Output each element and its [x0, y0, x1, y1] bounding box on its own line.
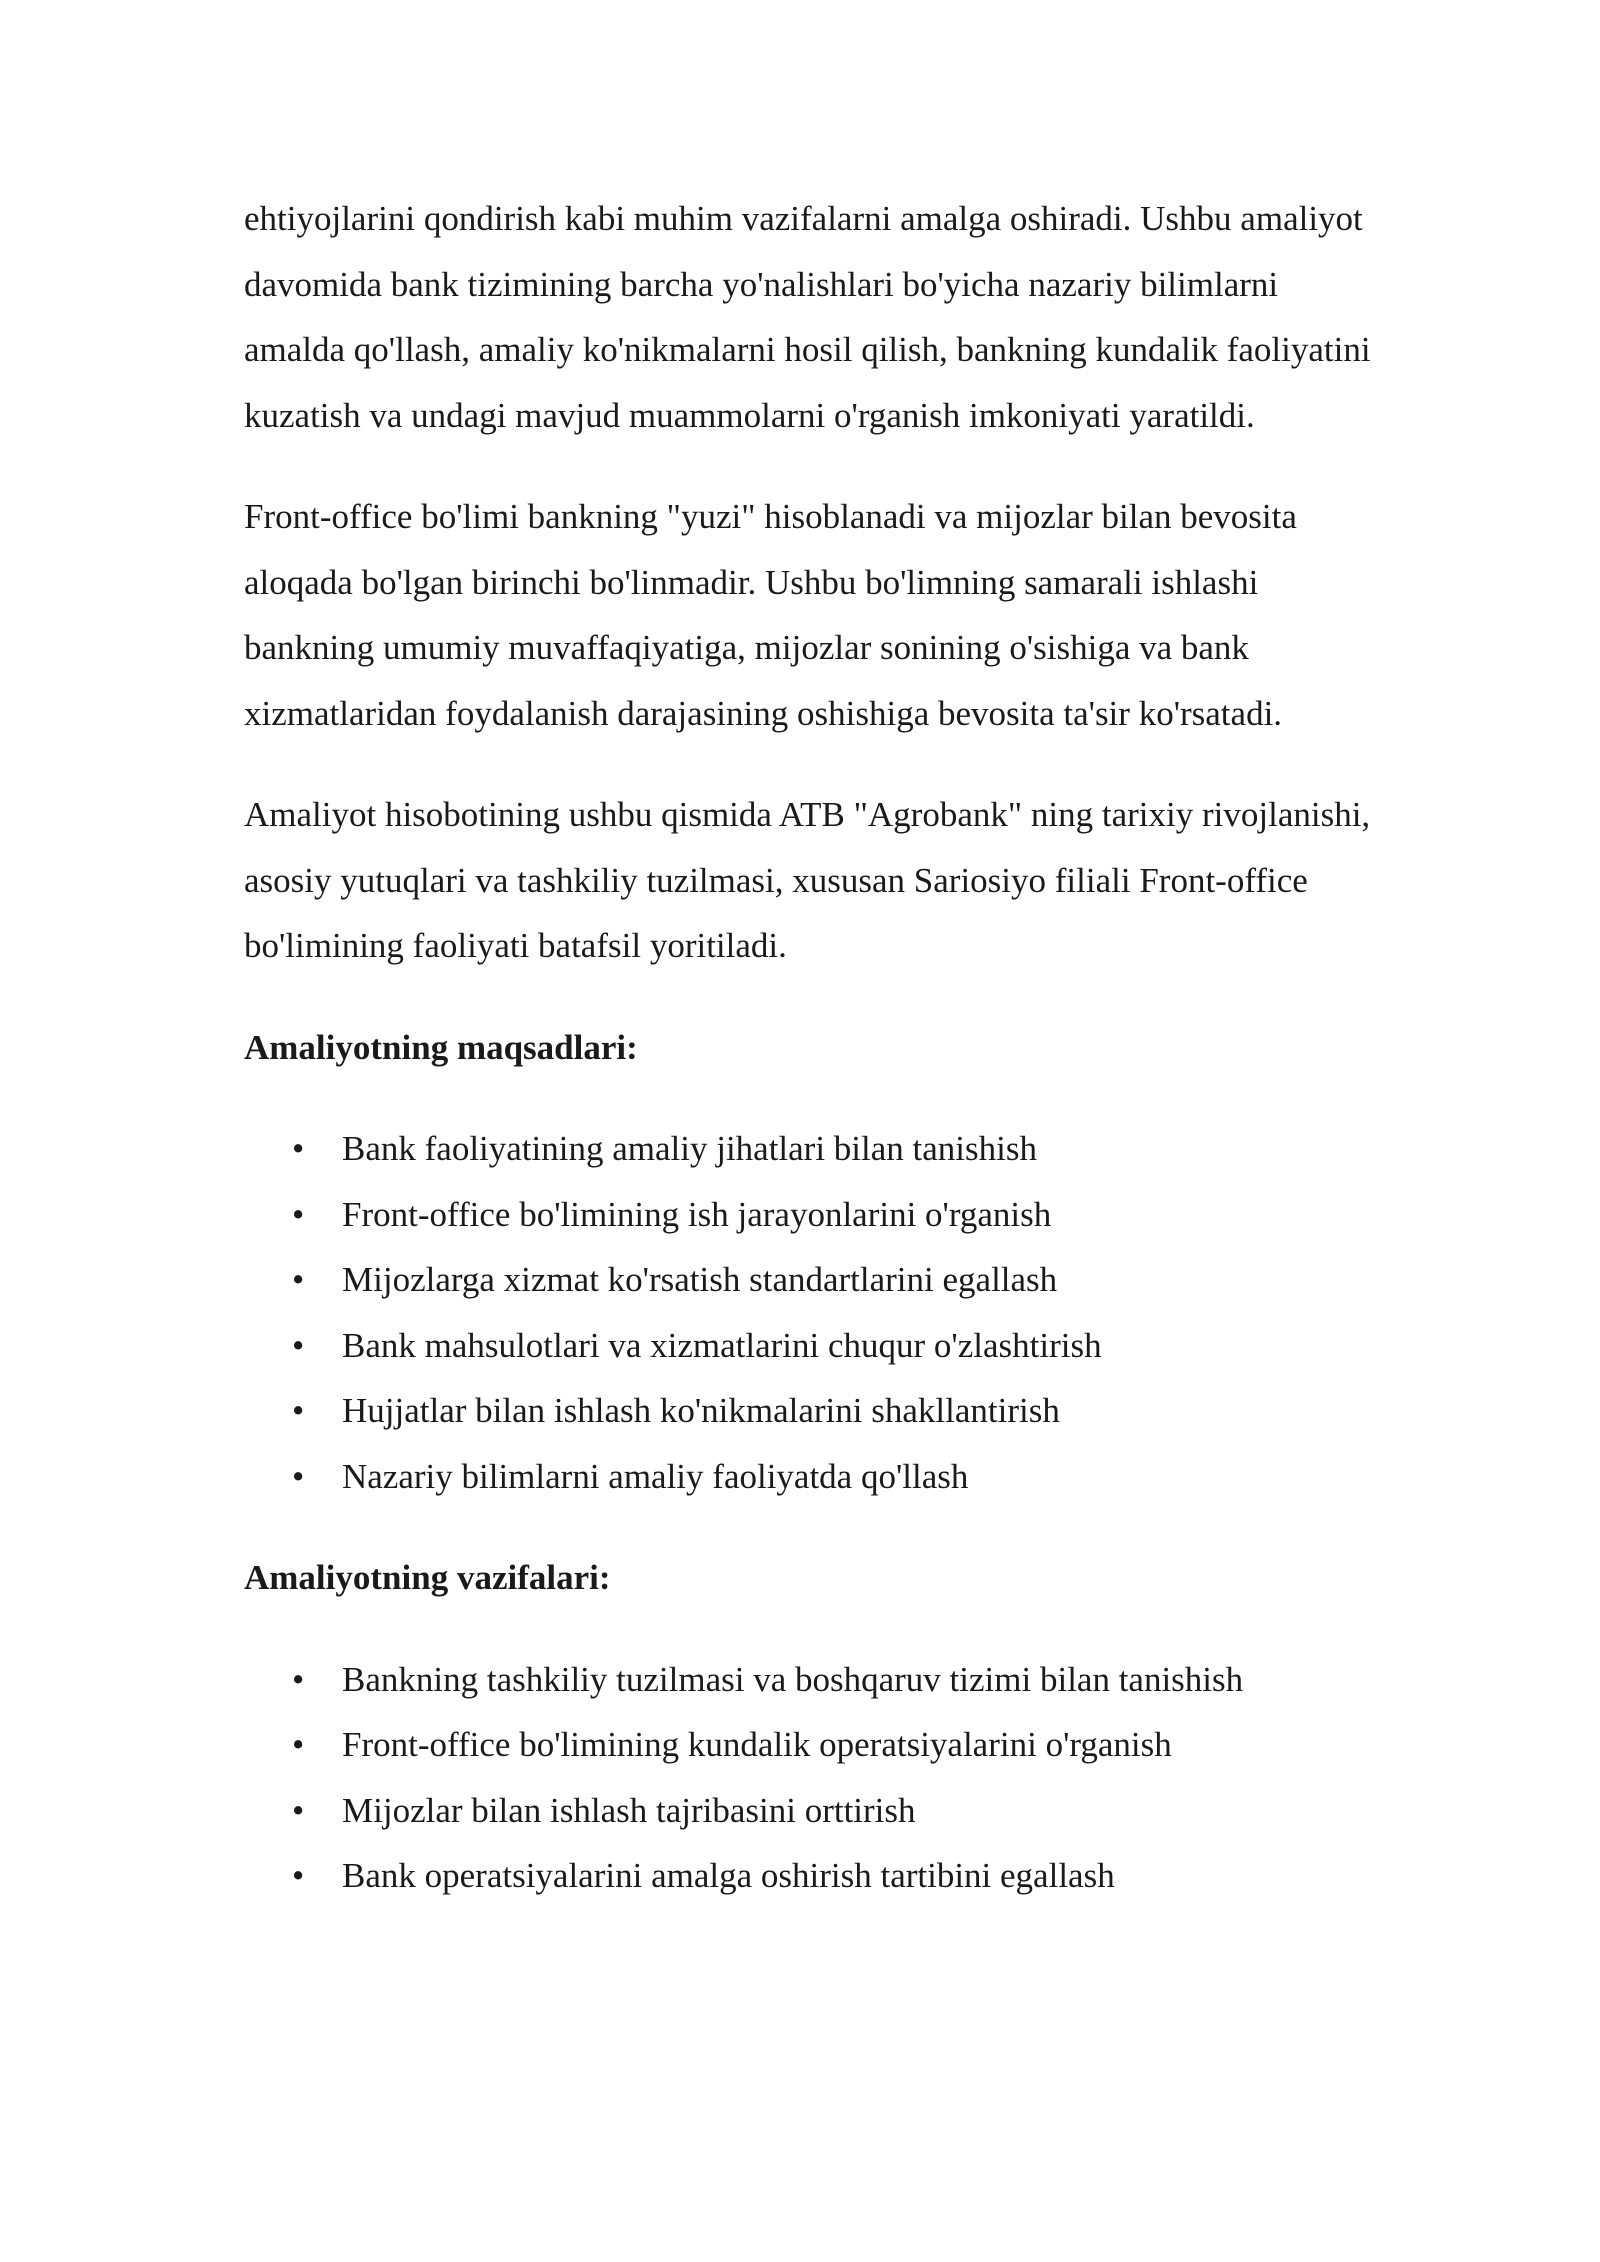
- bullet-icon: •: [292, 1391, 305, 1430]
- list-item-text: Mijozlar bilan ishlash tajribasini orttirish: [342, 1790, 916, 1830]
- list-item-text: Bank mahsulotlari va xizmatlarini chuqur o'zlashtirish: [342, 1325, 1102, 1365]
- list-item-text: Nazariy bilimlarni amaliy faoliyatda qo'llash: [342, 1456, 969, 1496]
- paragraph-report-scope: Amaliyot hisobotining ushbu qismida ATB "Agrobank" ning tarixiy rivojlanishi, asosiy yutuqlari va tashkiliy tuzilmasi, xususan Sariosiyo filiali Front-office bo'limining faoliyati batafsil yoritiladi.: [244, 795, 1371, 965]
- paragraph-front-office: Front-office bo'limi bankning "yuzi" hisoblanadi va mijozlar bilan bevosita aloqada bo'lgan birinchi bo'linmadir. Ushbu bo'limning samarali ishlashi bankning umumiy muvaffaqiyatiga, mijozlar sonining o'sishiga va bank xizmatlaridan foydalanish darajasining oshishiga bevosita ta'sir ko'rsatadi.: [244, 497, 1297, 733]
- bullet-icon: •: [292, 1856, 305, 1895]
- bullet-icon: •: [292, 1194, 305, 1234]
- goals-list: [244, 1116, 1374, 1509]
- list-item: [244, 1778, 1374, 1844]
- list-item: [244, 1843, 1374, 1909]
- tasks-heading: Amaliyotning vazifalari:: [244, 1558, 611, 1597]
- paragraph-intro: ehtiyojlarini qondirish kabi muhim vazifalarni amalga oshiradi. Ushbu amaliyot davomida bank tizimining barcha yo'nalishlari bo'yicha nazariy bilimlarni amalda qo'llash, amaliy ko'nikmalarni hosil qilish, bankning kundalik faoliyatini kuzatish va undagi mavjud muammolarni o'rganish imkoniyati yaratildi.: [244, 199, 1371, 435]
- list-item: [244, 1712, 1374, 1778]
- list-item: [244, 1444, 1374, 1510]
- document-page: [244, 186, 1374, 1945]
- list-item-text: Front-office bo'limining kundalik operatsiyalarini o'rganish: [342, 1725, 1172, 1764]
- list-item-text: Bank operatsiyalarini amalga oshirish tartibini egallash: [342, 1856, 1115, 1895]
- bullet-icon: •: [292, 1325, 305, 1365]
- list-item-text: Bankning tashkiliy tuzilmasi va boshqaruv tizimi bilan tanishish: [342, 1659, 1244, 1699]
- list-item: [244, 1647, 1374, 1713]
- goals-heading: Amaliyotning maqsadlari:: [244, 1027, 638, 1067]
- tasks-list: [244, 1647, 1374, 1909]
- bullet-icon: •: [292, 1659, 305, 1699]
- list-item-text: Bank faoliyatining amaliy jihatlari bilan tanishish: [342, 1129, 1037, 1168]
- list-item: [244, 1378, 1374, 1444]
- bullet-icon: •: [292, 1790, 305, 1830]
- list-item-text: Mijozlarga xizmat ko'rsatish standartlarini egallash: [342, 1260, 1058, 1299]
- list-item: [244, 1182, 1374, 1248]
- bullet-icon: •: [292, 1725, 305, 1764]
- bullet-icon: •: [292, 1129, 305, 1168]
- bullet-icon: •: [292, 1260, 305, 1299]
- list-item: [244, 1247, 1374, 1313]
- list-item-text: Front-office bo'limining ish jarayonlarini o'rganish: [342, 1194, 1052, 1234]
- bullet-icon: •: [292, 1456, 305, 1496]
- list-item: [244, 1313, 1374, 1379]
- list-item-text: Hujjatlar bilan ishlash ko'nikmalarini shakllantirish: [342, 1391, 1060, 1430]
- list-item: [244, 1116, 1374, 1182]
